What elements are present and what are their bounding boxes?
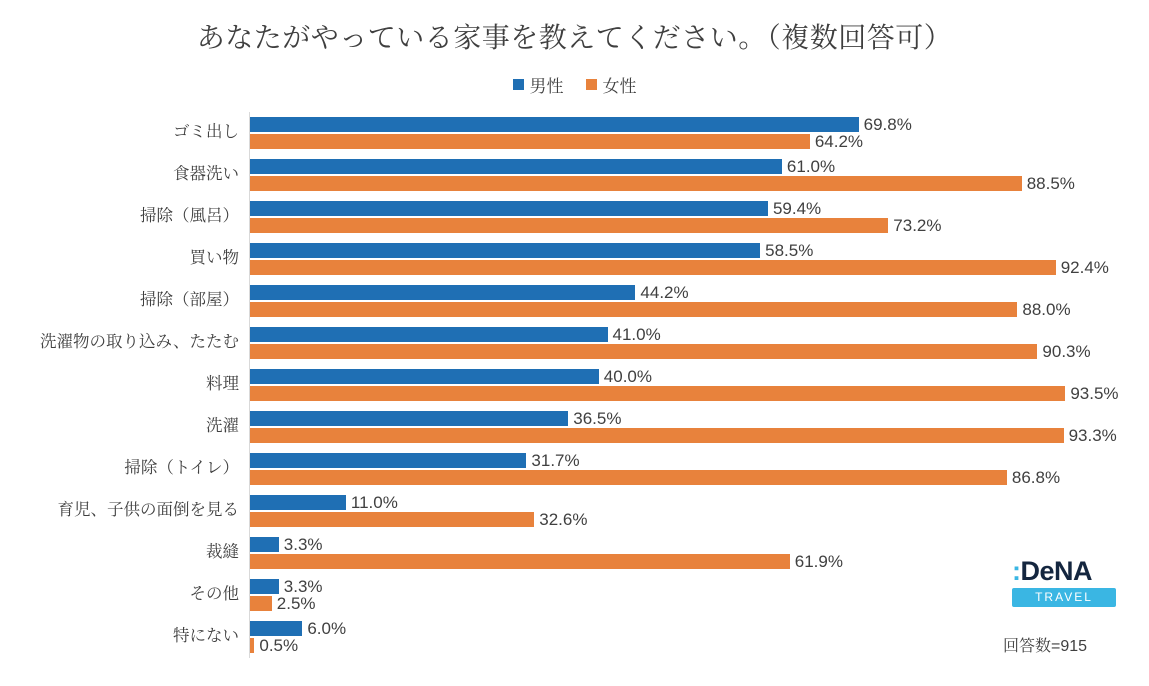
category-label: 買い物	[189, 249, 239, 267]
legend-label-female: 女性	[602, 77, 637, 96]
bar-label-male: 61.0%	[786, 157, 836, 176]
bar-male	[250, 495, 346, 510]
bar-label-female: 32.6%	[539, 510, 588, 529]
logo-main-text: DeNA	[1020, 556, 1093, 586]
legend-item-male	[513, 72, 564, 97]
bar-label-female: 61.9%	[794, 552, 843, 571]
dena-logo	[1012, 558, 1116, 610]
category-label: 掃除（トイレ）	[124, 459, 239, 477]
bar-label-female: 64.2%	[814, 132, 864, 151]
bar-label-male: 6.0%	[307, 619, 347, 638]
bar-female	[250, 470, 1007, 485]
bar-label-male: 40.0%	[603, 367, 652, 386]
legend-item-female	[586, 72, 637, 97]
bar-label-female: 90.3%	[1042, 342, 1091, 361]
page-title: あなたがやっている家事を教えてください。（複数回答可）	[196, 22, 953, 53]
category-axis	[0, 112, 249, 658]
bar-label-male: 36.5%	[573, 409, 622, 428]
bar-male	[250, 159, 782, 174]
legend-swatch-male	[513, 79, 524, 90]
sample-size-note: 回答数=915	[1003, 638, 1088, 655]
bar-label-male: 11.0%	[350, 493, 398, 512]
bar-female	[250, 428, 1064, 443]
category-label: 掃除（風呂）	[140, 207, 239, 225]
category-label: 掃除（部屋）	[140, 291, 239, 309]
plot-area	[0, 112, 1149, 668]
category-label: その他	[189, 585, 239, 603]
category-label: 食器洗い	[173, 165, 239, 183]
bar-label-male: 69.8%	[863, 115, 912, 134]
bar-male	[250, 117, 859, 132]
bar-male	[250, 411, 568, 426]
bar-female	[250, 218, 888, 233]
category-label: 料理	[206, 375, 239, 393]
bar-label-female: 88.0%	[1022, 300, 1071, 319]
bar-male	[250, 621, 302, 636]
bar-male	[250, 369, 599, 384]
legend-label-male: 男性	[529, 77, 564, 96]
bar-label-female: 0.5%	[259, 636, 299, 655]
category-label: 洗濯	[206, 417, 239, 435]
category-label: 裁縫	[206, 543, 239, 561]
logo-subtitle: TRAVEL	[1012, 588, 1116, 607]
bar-male	[250, 579, 279, 594]
bar-label-female: 73.2%	[893, 216, 942, 235]
bar-female	[250, 302, 1017, 317]
category-label: 洗濯物の取り込み、たたむ	[40, 333, 239, 351]
category-label: ゴミ出し	[173, 123, 239, 141]
bar-label-female: 92.4%	[1060, 258, 1109, 277]
bar-label-female: 86.8%	[1011, 468, 1061, 487]
bar-male	[250, 327, 608, 342]
bar-label-female: 93.5%	[1070, 384, 1119, 403]
bar-male	[250, 243, 760, 258]
bar-male	[250, 537, 279, 552]
bar-label-male: 3.3%	[283, 577, 323, 596]
bar-female	[250, 554, 790, 569]
bar-male	[250, 201, 768, 216]
logo-dots: :	[1012, 556, 1021, 586]
bar-label-male: 59.4%	[772, 199, 822, 218]
bar-label-male: 3.3%	[283, 535, 323, 554]
legend-swatch-female	[586, 79, 597, 90]
bar-female	[250, 344, 1037, 359]
bar-female	[250, 512, 534, 527]
bar-female	[250, 386, 1065, 401]
bar-female	[250, 134, 810, 149]
logo-text	[1012, 558, 1116, 585]
chart-legend	[0, 72, 1149, 97]
bar-label-male: 58.5%	[765, 241, 814, 260]
bar-male	[250, 285, 635, 300]
bar-female	[250, 596, 272, 611]
bar-label-female: 93.3%	[1068, 426, 1117, 445]
bar-label-male: 31.7%	[531, 451, 580, 470]
bar-label-female: 88.5%	[1026, 174, 1075, 193]
bar-female	[250, 638, 254, 653]
bar-female	[250, 176, 1022, 191]
bar-male	[250, 453, 526, 468]
bar-label-female: 2.5%	[276, 594, 316, 613]
category-label: 育児、子供の面倒を見る	[57, 501, 239, 519]
bar-female	[250, 260, 1056, 275]
category-label: 特にない	[173, 627, 239, 645]
bar-label-male: 41.0%	[612, 325, 661, 344]
bar-label-male: 44.2%	[640, 283, 689, 302]
